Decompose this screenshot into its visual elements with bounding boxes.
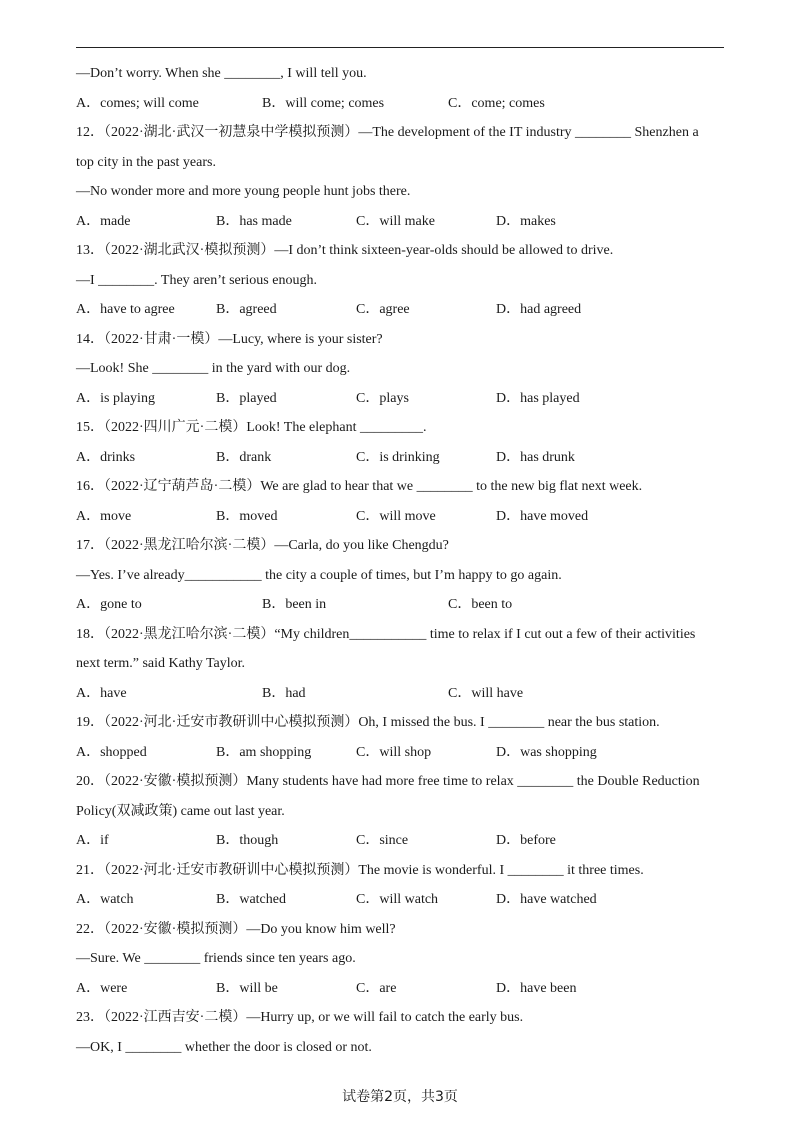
answer-option: A．if — [76, 833, 109, 848]
answer-option: C．will watch — [356, 892, 439, 907]
answer-options — [76, 89, 724, 119]
question-line: —Sure. We ________ friends since ten years ago. — [76, 951, 356, 966]
answer-options — [76, 384, 724, 414]
answer-option: A．made — [76, 213, 131, 229]
question-line: 17．（2022·黑龙江哈尔滨·二模）—Carla, do you like Chengdu? — [76, 538, 449, 553]
answer-option: B．played — [216, 390, 277, 406]
answer-option: C．been to — [448, 597, 513, 612]
answer-option: B．will be — [216, 980, 278, 996]
question-line: —Don’t worry. When she ________, I will tell you. — [76, 66, 367, 81]
question-line: 22．（2022·安徽·模拟预测）—Do you know him well? — [76, 921, 396, 937]
question-line: —Look! She ________ in the yard with our dog. — [76, 361, 351, 376]
answer-option: B．though — [216, 833, 279, 848]
answer-options — [76, 679, 724, 709]
answer-option: D．has drunk — [496, 449, 575, 465]
page-footer: 试卷第2页，共3页 — [342, 1089, 458, 1105]
answer-option: C．will move — [356, 508, 436, 524]
answer-option: D．makes — [496, 213, 556, 229]
header-rule — [76, 47, 724, 48]
answer-options — [76, 295, 724, 325]
question-line: 20．（2022·安徽·模拟预测）Many students have had more free time to relax ________ the Double Reduction — [76, 774, 700, 789]
question-line: 14．（2022·甘肃·一模）—Lucy, where is your sister? — [76, 331, 383, 347]
answer-option: C．are — [356, 980, 397, 996]
answer-option: C．since — [356, 833, 409, 848]
question-line: 15．（2022·四川广元·二模）Look! The elephant _________. — [76, 420, 427, 435]
answer-option: A．is playing — [76, 390, 155, 406]
answer-options — [76, 502, 724, 532]
question-line: 16．（2022·辽宁葫芦岛·二模）We are glad to hear that we ________ to the new big flat next week. — [76, 479, 643, 494]
answer-option: A．move — [76, 508, 132, 524]
answer-option: C．come; comes — [448, 95, 545, 111]
question-line: next term.” said Kathy Taylor. — [76, 656, 246, 671]
answer-option: D．had agreed — [496, 302, 582, 317]
answer-option: B．been in — [262, 597, 327, 612]
answer-option: C．agree — [356, 302, 410, 317]
question-line: 23．（2022·江西吉安·二模）—Hurry up, or we will fail to catch the early bus. — [76, 1010, 524, 1025]
answer-option: A．drinks — [76, 449, 136, 465]
answer-options — [76, 590, 724, 620]
answer-options — [76, 885, 724, 915]
answer-option: A．gone to — [76, 597, 142, 612]
answer-options — [76, 738, 724, 768]
answer-option: A．watch — [76, 892, 134, 907]
question-line: —OK, I ________ whether the door is closed or not. — [76, 1039, 372, 1055]
question-line: 12．（2022·湖北·武汉一初慧泉中学模拟预测）—The development of the IT industry ________ Shenzhen a — [76, 125, 699, 140]
question-line: 13．（2022·湖北武汉·模拟预测）—I don’t think sixteen-year-olds should be allowed to drive. — [76, 243, 614, 258]
question-line: top city in the past years. — [76, 154, 216, 170]
answer-option: B．watched — [216, 892, 286, 907]
question-line: —I ________. They aren’t serious enough. — [76, 272, 317, 288]
answer-option: A．comes; will come — [76, 95, 199, 111]
answer-options — [76, 443, 724, 473]
answer-option: B．will come; comes — [262, 95, 385, 111]
answer-option: B．moved — [216, 508, 278, 524]
question-line: —No wonder more and more young people hunt jobs there. — [76, 184, 411, 199]
question-line: Policy(双减政策) came out last year. — [76, 803, 285, 819]
answer-option: B．has made — [216, 213, 292, 229]
question-line: —Yes. I’ve already___________ the city a couple of times, but I’m happy to go again. — [76, 567, 562, 583]
answer-options — [76, 826, 724, 856]
answer-option: C．will shop — [356, 744, 432, 760]
answer-option: B．am shopping — [216, 744, 312, 760]
answer-option: D．have watched — [496, 892, 597, 907]
answer-option: A．shopped — [76, 744, 147, 760]
answer-option: B．had — [262, 685, 306, 701]
answer-option: C．will have — [448, 685, 524, 701]
answer-options — [76, 207, 724, 237]
question-line: 19．（2022·河北·迁安市教研训中心模拟预测）Oh, I missed the bus. I ________ near the bus station. — [76, 715, 660, 730]
answer-option: C．is drinking — [356, 449, 440, 465]
answer-option: D．has played — [496, 390, 580, 406]
answer-option: A．have to agree — [76, 302, 175, 317]
question-line: 18．（2022·黑龙江哈尔滨·二模）“My children___________ time to relax if I cut out a few of their activities — [76, 626, 696, 642]
question-list — [76, 59, 724, 1062]
answer-option: D．have been — [496, 980, 577, 996]
answer-option: B．agreed — [216, 302, 277, 317]
answer-options — [76, 974, 724, 1004]
answer-option: A．have — [76, 685, 127, 701]
answer-option: D．was shopping — [496, 744, 597, 760]
answer-option: C．plays — [356, 390, 409, 406]
answer-option: D．have moved — [496, 508, 589, 524]
answer-option: B．drank — [216, 449, 272, 465]
answer-option: A．were — [76, 980, 128, 996]
question-line: 21．（2022·河北·迁安市教研训中心模拟预测）The movie is wonderful. I ________ it three times. — [76, 862, 644, 878]
answer-option: D．before — [496, 833, 556, 848]
answer-option: C．will make — [356, 213, 435, 229]
